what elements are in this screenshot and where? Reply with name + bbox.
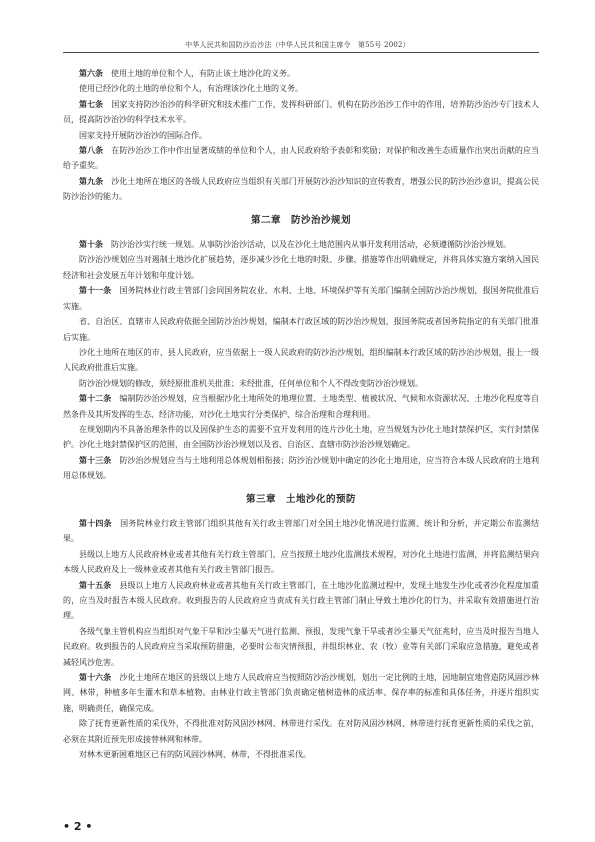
document-body [63, 66, 539, 762]
article-paragraph [63, 453, 539, 484]
article-number: 第十五条 [79, 579, 112, 590]
article-text: 使用已经沙化的土地的单位和个人，有治理该沙化土地的义务。 [79, 84, 303, 94]
article-number: 第十二条 [79, 393, 112, 404]
article-paragraph [63, 81, 539, 96]
article-text: 国家支持开展防沙治沙的国际合作。 [79, 130, 207, 140]
article-text: 国家支持防沙治沙的科学研究和技术推广工作，发挥科研部门、机构在防沙治沙工作中的作用，培养防沙治沙专门技术人员，提高防沙治沙的科学技术水平。 [63, 99, 539, 125]
article-paragraph [63, 670, 539, 716]
article-number: 第十六条 [79, 672, 112, 683]
article-number: 第十一条 [79, 285, 112, 296]
article-text: 防沙治沙规划应当对遏制土地沙化扩展趋势，逐步减少沙化土地的时限、步骤、措施等作出明确规定，并将具体实施方案纳入国民经济和社会发展五年计划和年度计划。 [63, 255, 539, 280]
article-number: 第八条 [79, 145, 104, 156]
article-number: 第十条 [79, 239, 103, 250]
article-paragraph [63, 237, 539, 252]
article-paragraph [63, 252, 539, 283]
article-text: 沙化土地所在地区的县级以上地方人民政府应当按照防沙治沙规划，划出一定比例的土地，因地制宜地营造防风固沙林网、林带，种植多年生灌木和草本植物。由林业行政主管部门负责确定植树造林的成活率、保存率的标准和具体任务，并逐片组织实施，明确责任，确保完成。 [63, 673, 540, 713]
article-text: 沙化土地所在地区的各级人民政府应当组织有关部门开展防沙治沙知识的宣传教育，增强公民的防沙治沙意识，提高公民防沙治沙的能力。 [63, 176, 539, 202]
article-paragraph [63, 547, 539, 578]
chapter-heading: 第三章 土地沙化的预防 [245, 493, 356, 505]
article-paragraph [63, 422, 539, 453]
article-paragraph [63, 716, 539, 747]
page-number: • 2 • [63, 820, 93, 833]
article-text: 沙化土地所在地区的市、县人民政府，应当依据上一级人民政府的防沙治沙规划，组织编制本行政区域的防沙治沙规划，报上一级人民政府批准后实施。 [63, 347, 539, 373]
chapter-heading: 第二章 防沙治沙规划 [250, 214, 351, 226]
header-rule [63, 52, 539, 53]
article-text: 使用土地的单位和个人，有防止该土地沙化的义务。 [103, 69, 295, 78]
article-number: 第六条 [79, 68, 103, 78]
article-paragraph [63, 314, 539, 345]
article-paragraph [63, 516, 539, 547]
article-paragraph [63, 376, 539, 391]
article-text: 国务院林业行政主管部门会同国务院农业、水利、土地、环境保护等有关部门编制全国防沙治沙规划，报国务院批准后实施。 [63, 286, 540, 311]
article-text: 县级以上地方人民政府林业或者其他有关行政主管部门，应当按照土地沙化监测技术规程，对沙化土地进行监测，并将监测结果向本级人民政府及上一级林业或者其他有关行政主管部门报告。 [63, 549, 539, 575]
article-paragraph [63, 66, 539, 81]
article-number: 第十四条 [79, 517, 112, 528]
article-text: 县级以上地方人民政府林业或者其他有关行政主管部门，在土地沙化监测过程中，发现土地发生沙化或者沙化程度加重的，应当及时报告本级人民政府。收到报告的人民政府应当责成有关行政主管部门制止导致土地沙化的行为，并采取有效措施进行治理。 [63, 580, 540, 621]
article-paragraph [63, 143, 539, 174]
article-text: 在规划期内不具备治理条件的以及因保护生态的需要不宜开发利用的连片沙化土地，应当规划为沙化土地封禁保护区，实行封禁保护。沙化土地封禁保护区的范围，由全国防沙治沙规划以及省、自治区、直辖市防沙治沙规划确定。 [63, 424, 539, 450]
article-paragraph [63, 578, 539, 624]
article-paragraph [63, 174, 539, 205]
article-text: 国务院林业行政主管部门组织其他有关行政主管部门对全国土地沙化情况进行监测、统计和分析，并定期公布监测结果。 [63, 518, 539, 544]
article-paragraph [63, 747, 539, 762]
article-text: 各级气象主管机构应当组织对气象干旱和沙尘暴天气进行监测、预报，发现气象干旱或者沙尘暴天气征兆时，应当及时报告当地人民政府。收到报告的人民政府应当采取预防措施，必要时公布灾情预报，并组织林业、农（牧）业等有关部门采取应急措施，避免或者减轻风沙危害。 [63, 626, 539, 667]
article-paragraph [63, 624, 539, 670]
article-text: 防沙治沙规划的修改，须经原批准机关批准；未经批准，任何单位和个人不得改变防沙治沙规划。 [79, 378, 423, 388]
article-paragraph [63, 283, 539, 314]
article-paragraph [63, 345, 539, 376]
article-paragraph [63, 391, 539, 422]
article-text: 编制防沙治沙规划，应当根据沙化土地所处的地理位置、土地类型、植被状况、气候和水资源状况、土地沙化程度等自然条件及其所发挥的生态、经济功能，对沙化土地实行分类保护、综合治理和合理利用。 [63, 394, 540, 419]
article-text: 防沙治沙规划应当与土地利用总体规划相衔接；防沙治沙规划中确定的沙化土地用途，应当符合本级人民政府的土地利用总体规划。 [63, 455, 540, 481]
article-text: 在防沙治沙工作中作出显著成绩的单位和个人，由人民政府给予表彰和奖励；对保护和改善生态质量作出突出贡献的应当给予重奖。 [63, 146, 539, 171]
article-text: 省、自治区、直辖市人民政府依据全国防沙治沙规划，编制本行政区域的防沙治沙规划，报国务院或者国务院指定的有关部门批准后实施。 [63, 317, 539, 342]
article-number: 第九条 [79, 175, 104, 186]
article-text: 除了抚育更新性质的采伐外，不得批准对防风固沙林网、林带进行采伐。在对防风固沙林网、林带进行抚育更新性质的采伐之前，必须在其附近预先形成接替林网和林带。 [63, 719, 539, 744]
article-text: 防沙治沙实行统一规划。从事防沙治沙活动，以及在沙化土地范围内从事开发利用活动，必须遵循防沙治沙规划。 [103, 240, 511, 250]
article-number: 第十三条 [79, 454, 112, 465]
article-paragraph [63, 128, 539, 143]
article-text: 对林木更新困难地区已有的防风固沙林网、林带，不得批准采伐。 [79, 750, 311, 760]
article-number: 第七条 [79, 98, 104, 109]
article-paragraph [63, 97, 539, 128]
running-header: 中华人民共和国防沙治沙法（中华人民共和国主席令 第55号 2002） [185, 41, 410, 49]
